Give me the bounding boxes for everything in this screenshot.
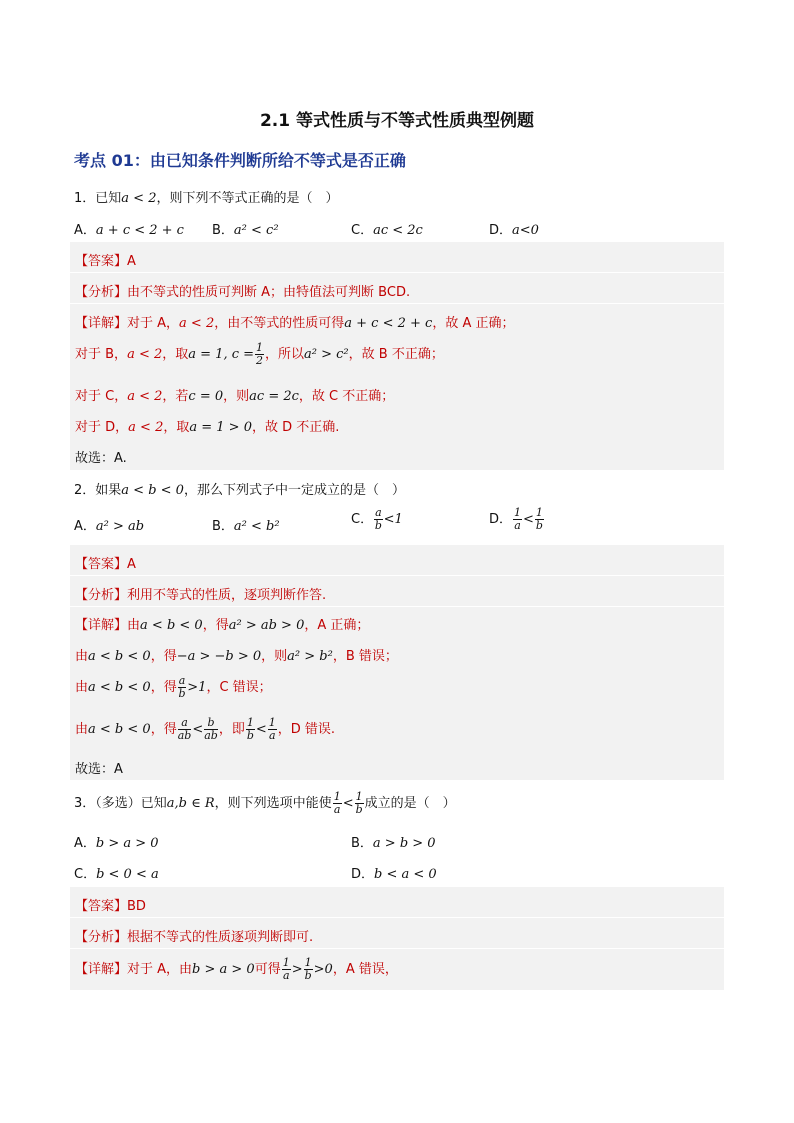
section-heading: 考点 01：由已知条件判断所给不等式是否正确 — [74, 151, 406, 170]
q2-detail-line-1 — [75, 614, 369, 633]
q2-d4-e: ，D 错误. — [277, 722, 336, 737]
q2-d2-c: ，得 — [150, 649, 177, 664]
q3-option-c-text: b < 0 < a — [96, 867, 159, 882]
q3-d1-c: 可得 — [254, 962, 281, 977]
q1-d3-e: ，则 — [223, 389, 250, 404]
q2-answer-line — [75, 553, 136, 572]
analysis-tag: 【分析】 — [75, 930, 128, 945]
q2-option-a-label: A． — [74, 519, 96, 534]
q2-option-c-tail: <1 — [383, 512, 403, 527]
q2-d1-e: ，A 正确； — [304, 618, 370, 633]
q3-analysis: 根据不等式的性质逐项判断即可. — [127, 930, 314, 945]
q1-d2-d: a = 1, c = — [188, 347, 255, 362]
q1-d3-a: 对于 C， — [75, 389, 128, 404]
q1-option-a — [74, 219, 184, 238]
q2-d1-d: a² > ab > 0 — [228, 618, 305, 633]
q3-stem-fraction-1 — [333, 791, 342, 816]
q3-d1-fraction-1 — [282, 957, 291, 982]
q3-option-d — [351, 863, 437, 882]
q3-analysis-line — [75, 926, 313, 945]
page-title: 2.1 等式性质与不等式性质典型例题 — [259, 111, 535, 131]
q2-detail-line-3 — [75, 675, 272, 700]
q1-d1-e: ，故 A 正确； — [432, 316, 515, 331]
q1-option-d-label: D． — [489, 223, 513, 238]
q2-d4-num1: a — [178, 717, 192, 730]
q1-option-a-text: a + c < 2 + c — [95, 223, 184, 238]
q2-option-c-fraction — [374, 507, 383, 532]
q1-analysis: 由不等式的性质可判断 A；由特值法可判断 BCD. — [127, 285, 411, 300]
q3-stem-prefix: 3．（多选）已知 — [74, 796, 167, 811]
q2-option-a — [74, 515, 144, 534]
q2-stem-suffix: ，那么下列式子中一定成立的是（ ） — [183, 483, 405, 498]
q2-d-den2: b — [535, 519, 543, 532]
q1-option-c — [351, 219, 423, 238]
q2-d4-a: 由 — [75, 722, 89, 737]
q2-c-den: b — [374, 519, 382, 532]
q3-option-d-label: D． — [351, 867, 375, 882]
question-2-stem — [74, 479, 405, 498]
q3-stem-fraction-2 — [355, 791, 364, 816]
q2-d3-den: b — [178, 687, 186, 700]
q2-option-d-fraction-2 — [535, 507, 544, 532]
q1-option-c-label: C． — [351, 223, 374, 238]
q1-d3-b: a < 2 — [127, 389, 163, 404]
q2-stem-condition: a < b < 0 — [121, 483, 184, 498]
q3-option-b — [351, 832, 436, 851]
q1-d2-frac-num: 1 — [256, 341, 264, 354]
q2-d2-g: ，B 错误； — [332, 649, 398, 664]
q2-d2-d: −a > −b > 0 — [176, 649, 262, 664]
q3-d1-num1: 1 — [282, 956, 290, 969]
q1-d4-e: ，故 D 不正确. — [251, 420, 340, 435]
q1-conclusion: 故选：A. — [75, 451, 127, 466]
q2-analysis-line — [75, 584, 326, 603]
q2-detail-line-4 — [75, 717, 335, 742]
q3-stem-num1: 1 — [333, 790, 341, 803]
q1-d3-d: c = 0 — [188, 389, 224, 404]
q3-option-c-label: C． — [74, 867, 97, 882]
q1-detail-line-3 — [75, 385, 394, 404]
q2-d4-c: ，得 — [150, 722, 177, 737]
q2-option-b-text: a² < b² — [233, 519, 280, 534]
q2-option-c — [351, 507, 403, 532]
q3-stem-den2: b — [355, 803, 363, 816]
analysis-tag: 【分析】 — [75, 285, 128, 300]
q3-d1-fraction-2 — [304, 957, 313, 982]
q1-d2-e: ，所以 — [265, 347, 305, 362]
q2-d-den1: a — [514, 519, 521, 532]
q2-conclusion: 故选：A — [75, 762, 123, 777]
q2-d1-b: a < b < 0 — [140, 618, 203, 633]
q2-analysis: 利用不等式的性质，逐项判断作答. — [127, 588, 327, 603]
q3-option-b-text: a > b > 0 — [372, 836, 436, 851]
q3-d1-den1: a — [282, 969, 290, 982]
q1-d4-b: a < 2 — [128, 420, 164, 435]
q3-option-a-text: b > a > 0 — [95, 836, 159, 851]
q1-d2-g: ，故 B 不正确； — [348, 347, 444, 362]
q1-d2-frac-den: 2 — [256, 354, 264, 367]
q2-d-num2: 1 — [535, 506, 543, 519]
q2-d4-num3: 1 — [246, 716, 254, 729]
q3-option-a-label: A． — [74, 836, 96, 851]
q2-d4-den2: ab — [204, 729, 218, 742]
q1-d2-fraction — [255, 342, 264, 367]
q1-d3-g: ，故 C 不正确； — [298, 389, 395, 404]
q3-solution-box — [70, 887, 724, 990]
q1-d1-a: 对于 A， — [127, 316, 180, 331]
q2-d2-b: a < b < 0 — [88, 649, 151, 664]
q2-d3-num: a — [178, 674, 186, 687]
q3-d1-a: 对于 A，由 — [127, 962, 193, 977]
q1-d1-d: a + c < 2 + c — [344, 316, 433, 331]
q1-detail-line-2 — [75, 342, 444, 367]
q1-analysis-line — [75, 281, 410, 300]
q2-d-num1: 1 — [514, 506, 522, 519]
q2-d3-a: 由 — [75, 680, 89, 695]
q2-option-b — [212, 515, 280, 534]
q1-option-b-text: a² < c² — [233, 223, 279, 238]
q2-solution-box — [70, 545, 724, 780]
q2-option-d-label: D． — [489, 512, 513, 527]
q1-d3-c: ，若 — [162, 389, 189, 404]
q2-d4-mid: < — [192, 722, 204, 737]
q2-d3-d: >1 — [187, 680, 207, 695]
q3-option-a — [74, 832, 159, 851]
analysis-tag: 【分析】 — [75, 588, 128, 603]
q2-option-d — [489, 507, 545, 532]
q2-d4-fraction-1 — [178, 717, 192, 742]
q1-detail-line-4 — [75, 416, 339, 435]
answer-tag: 【答案】 — [75, 557, 128, 572]
q2-d4-mid2: < — [255, 722, 267, 737]
q2-stem-prefix: 2．如果 — [74, 483, 122, 498]
question-1-stem — [74, 187, 338, 206]
q3-stem-den1: a — [333, 803, 341, 816]
q1-stem-suffix: ，则下列不等式正确的是（ ） — [156, 191, 339, 206]
q1-d4-a: 对于 D， — [75, 420, 129, 435]
q2-d3-e: ，C 错误； — [206, 680, 272, 695]
q3-answer-line — [75, 895, 146, 914]
q2-d3-fraction — [178, 675, 187, 700]
q1-d1-c: ，由不等式的性质可得 — [214, 316, 345, 331]
detail-tag: 【详解】 — [75, 618, 128, 633]
q2-d4-d: ，即 — [218, 722, 245, 737]
q3-d1-den2: b — [304, 969, 312, 982]
q3-stem-suffix: 成立的是（ ） — [364, 796, 456, 811]
q3-d1-gt: > — [291, 962, 303, 977]
answer-tag: 【答案】 — [75, 899, 128, 914]
q3-option-b-label: B． — [351, 836, 373, 851]
q1-d2-f: a² > c² — [304, 347, 349, 362]
q2-answer: A — [127, 557, 136, 572]
q1-d2-a: 对于 B， — [75, 347, 128, 362]
q1-answer: A — [127, 254, 136, 269]
q1-detail-line-1 — [75, 312, 514, 331]
q1-d2-c: ，取 — [162, 347, 189, 362]
q2-d3-b: a < b < 0 — [88, 680, 151, 695]
q2-d1-c: ，得 — [202, 618, 229, 633]
q3-option-c — [74, 863, 159, 882]
q3-stem-condition: a,b ∈ R — [166, 796, 215, 811]
q2-d2-a: 由 — [75, 649, 89, 664]
q2-d1-a: 由 — [127, 618, 141, 633]
q3-d1-e: ，A 错误， — [332, 962, 398, 977]
q1-option-b — [212, 219, 279, 238]
q2-option-c-label: C． — [351, 512, 374, 527]
q3-answer: BD — [127, 899, 146, 914]
q3-detail-line-1 — [75, 957, 398, 982]
q2-d4-den1: ab — [177, 729, 192, 742]
q2-d4-num2: b — [204, 717, 218, 730]
q2-c-num: a — [375, 506, 382, 519]
q2-d2-f: a² > b² — [287, 649, 333, 664]
q3-stem-middle: ，则下列选项中能使 — [214, 796, 332, 811]
q3-option-d-text: b < a < 0 — [374, 867, 437, 882]
detail-tag: 【详解】 — [75, 316, 128, 331]
q2-d4-num4: 1 — [268, 716, 276, 729]
q2-d4-fraction-2 — [204, 717, 218, 742]
q1-option-c-text: ac < 2c — [373, 223, 423, 238]
q2-d-mid: < — [523, 512, 534, 527]
q2-detail-line-2 — [75, 645, 398, 664]
q2-d3-c: ，得 — [150, 680, 177, 695]
q2-option-a-text: a² > ab — [95, 519, 145, 534]
q1-d3-f: ac = 2c — [249, 389, 299, 404]
q2-d4-fraction-4 — [268, 717, 277, 742]
detail-tag: 【详解】 — [75, 962, 128, 977]
q1-option-d-text: a<0 — [512, 223, 539, 238]
q2-d4-fraction-3 — [246, 717, 255, 742]
q3-stem-lt: < — [342, 796, 354, 811]
q2-d2-e: ，则 — [261, 649, 288, 664]
question-3-stem — [74, 791, 456, 816]
q2-option-d-fraction-1 — [513, 507, 522, 532]
answer-tag: 【答案】 — [75, 254, 128, 269]
q3-stem-num2: 1 — [355, 790, 363, 803]
q1-d4-d: a = 1 > 0 — [189, 420, 252, 435]
q3-d1-num2: 1 — [304, 956, 312, 969]
q1-option-b-label: B． — [212, 223, 234, 238]
q1-d4-c: ，取 — [163, 420, 190, 435]
q2-d4-den3: b — [246, 729, 254, 742]
q2-option-b-label: B． — [212, 519, 234, 534]
q1-d2-b: a < 2 — [127, 347, 163, 362]
q3-d1-b: b > a > 0 — [192, 962, 255, 977]
q1-answer-line — [75, 250, 136, 269]
q2-d4-den4: a — [268, 729, 276, 742]
q1-stem-prefix: 1．已知 — [74, 191, 122, 206]
q1-d1-b: a < 2 — [179, 316, 215, 331]
q3-d1-d: >0 — [313, 962, 333, 977]
q1-option-d — [489, 219, 539, 238]
q1-solution-box — [70, 242, 724, 470]
q1-stem-condition: a < 2 — [121, 191, 157, 206]
q2-d4-b: a < b < 0 — [88, 722, 151, 737]
q1-option-a-label: A． — [74, 223, 96, 238]
